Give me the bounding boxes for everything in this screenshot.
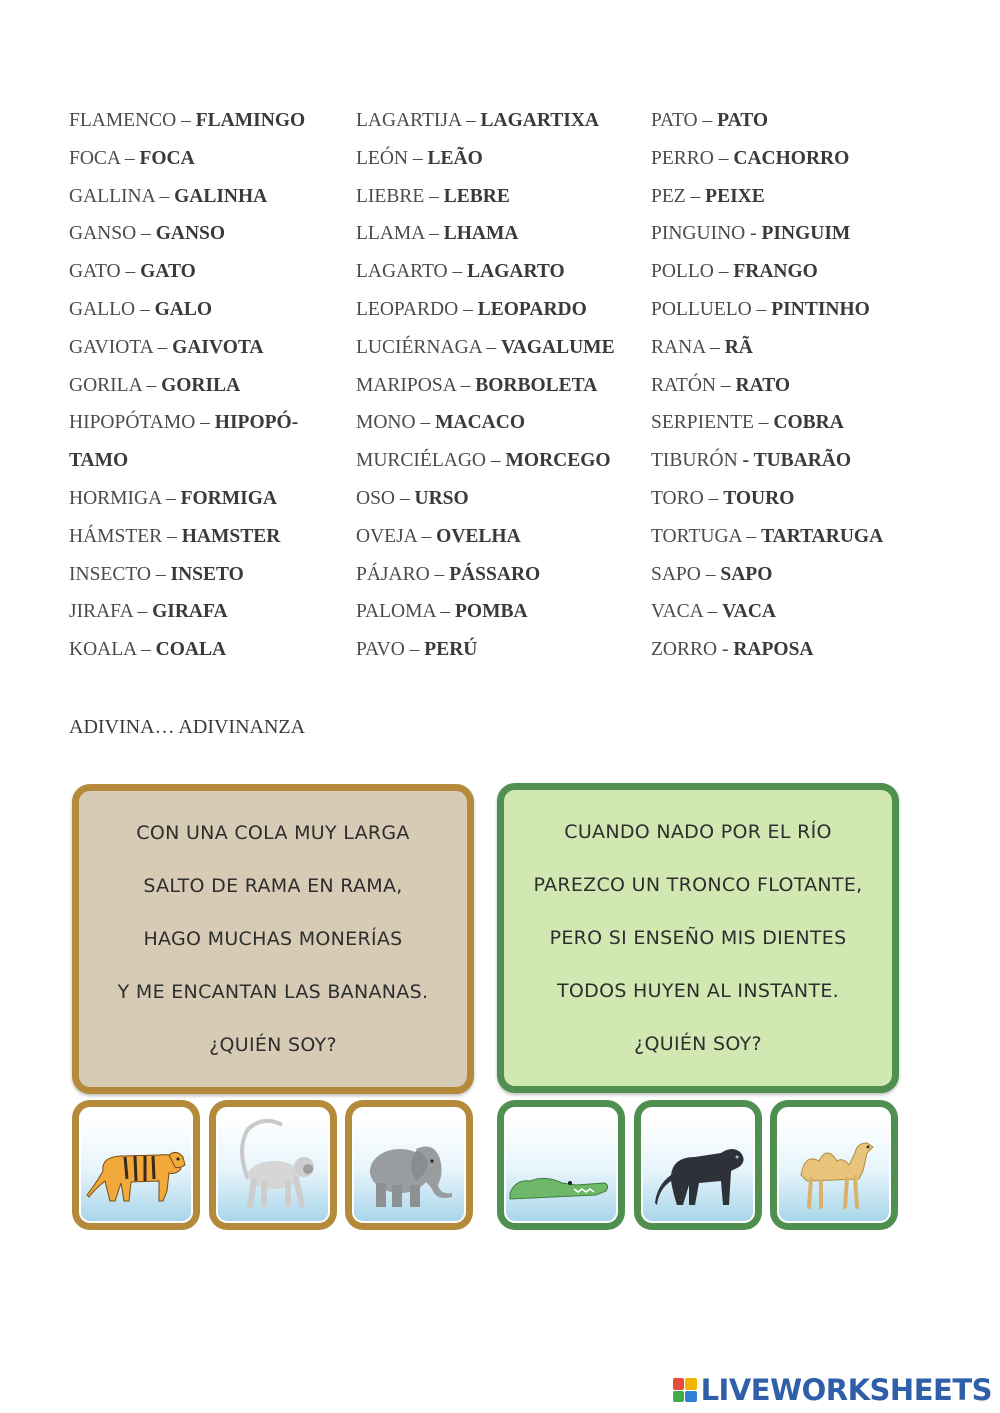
option-elephant[interactable]	[345, 1100, 473, 1230]
riddle-question: ¿QUIÉN SOY?	[209, 1033, 337, 1056]
vocab-row: PAVO – PERÚ	[356, 639, 478, 661]
riddle-line: CON UNA COLA MUY LARGA	[136, 821, 410, 844]
vocab-row: LEÓN – LEÃO	[356, 147, 483, 169]
vocab-row: LEOPARDO – LEOPARDO	[356, 298, 587, 320]
vocab-row: LIEBRE – LEBRE	[356, 185, 510, 207]
vocab-row: GAVIOTA – GAIVOTA	[69, 336, 264, 358]
liveworksheets-logo[interactable]	[673, 1373, 992, 1407]
elephant-icon	[354, 1109, 464, 1221]
option-tiger[interactable]	[72, 1100, 200, 1230]
riddle-line: Y ME ENCANTAN LAS BANANAS.	[117, 980, 429, 1003]
vocab-row: LAGARTIJA – LAGARTIXA	[356, 110, 599, 131]
vocab-row: INSECTO – INSETO	[69, 563, 244, 585]
riddle-line: HAGO MUCHAS MONERÍAS	[143, 927, 403, 950]
vocab-row: TAMO	[69, 450, 129, 472]
vocab-row: LLAMA – LHAMA	[356, 223, 519, 245]
vocab-row: FOCA – FOCA	[69, 147, 195, 169]
riddle-question: ¿QUIÉN SOY?	[634, 1032, 762, 1055]
vocab-row: LAGARTO – LAGARTO	[356, 261, 565, 283]
vocab-row: RANA – RÃ	[651, 336, 753, 358]
option-crocodile[interactable]	[497, 1100, 625, 1230]
vocab-row: MONO – MACACO	[356, 412, 525, 434]
vocab-row: PERRO – CACHORRO	[651, 147, 850, 169]
vocab-row: HORMIGA – FORMIGA	[69, 487, 277, 509]
riddle-line: CUANDO NADO POR EL RÍO	[564, 820, 832, 843]
section-heading: ADIVINA… ADIVINANZA	[69, 716, 306, 738]
vocab-row: PATO – PATO	[651, 110, 769, 131]
vocab-row: SAPO – SAPO	[651, 563, 773, 585]
riddle-card-monkey	[72, 784, 474, 1094]
crocodile-icon	[506, 1109, 616, 1221]
vocab-row: TORTUGA – TARTARUGA	[651, 525, 884, 547]
option-monkey[interactable]	[209, 1100, 337, 1230]
riddle-line: PERO SI ENSEÑO MIS DIENTES	[549, 926, 847, 949]
riddle-line: TODOS HUYEN AL INSTANTE.	[557, 979, 839, 1002]
vocab-row: MARIPOSA – BORBOLETA	[356, 374, 598, 396]
vocab-row: POLLUELO – PINTINHO	[651, 298, 870, 320]
vocab-row: ZORRO - RAPOSA	[651, 639, 814, 661]
riddle-card-crocodile	[497, 783, 899, 1093]
option-panther[interactable]	[634, 1100, 762, 1230]
vocab-row: FLAMENCO – FLAMINGO	[69, 110, 306, 131]
monkey-icon	[218, 1109, 328, 1221]
vocab-row: GANSO – GANSO	[69, 223, 226, 245]
vocab-column-1	[69, 102, 305, 669]
vocab-row: PEZ – PEIXE	[651, 185, 765, 207]
vocab-row: SERPIENTE – COBRA	[651, 412, 844, 434]
vocab-row: HIPOPÓTAMO – HIPOPÓ-	[69, 412, 299, 434]
vocab-row: GALLINA – GALINHA	[69, 185, 268, 207]
vocab-row: JIRAFA – GIRAFA	[69, 601, 228, 623]
riddle-line: PAREZCO UN TRONCO FLOTANTE,	[533, 873, 863, 896]
riddle-line: SALTO DE RAMA EN RAMA,	[143, 874, 403, 897]
option-camel[interactable]	[770, 1100, 898, 1230]
liveworksheets-logo-icon	[673, 1378, 697, 1402]
vocab-row: LUCIÉRNAGA – VAGALUME	[356, 336, 615, 358]
vocab-row: KOALA – COALA	[69, 639, 227, 661]
vocab-row: MURCIÉLAGO – MORCEGO	[356, 450, 611, 472]
vocab-row: GATO – GATO	[69, 261, 196, 283]
vocab-row: OVEJA – OVELHA	[356, 525, 521, 547]
vocab-row: PALOMA – POMBA	[356, 601, 528, 623]
vocab-row: GALLO – GALO	[69, 298, 213, 320]
vocab-row: POLLO – FRANGO	[651, 261, 818, 283]
vocab-column-3	[651, 102, 883, 669]
tiger-icon	[81, 1109, 191, 1221]
vocab-row: PÁJARO – PÁSSARO	[356, 563, 541, 585]
vocab-row: VACA – VACA	[651, 601, 776, 623]
vocab-row: PINGUINO - PINGUIM	[651, 223, 851, 245]
vocab-row: TORO – TOURO	[651, 487, 795, 509]
vocab-row: OSO – URSO	[356, 487, 469, 509]
vocab-row: TIBURÓN - TUBARÃO	[651, 450, 852, 472]
vocab-column-2	[356, 102, 615, 669]
vocab-row: HÁMSTER – HAMSTER	[69, 525, 281, 547]
vocab-row: RATÓN – RATO	[651, 374, 791, 396]
panther-icon	[643, 1109, 753, 1221]
vocab-row: GORILA – GORILA	[69, 374, 241, 396]
camel-icon	[779, 1109, 889, 1221]
brand-name: LIVEWORKSHEETS	[700, 1373, 992, 1407]
